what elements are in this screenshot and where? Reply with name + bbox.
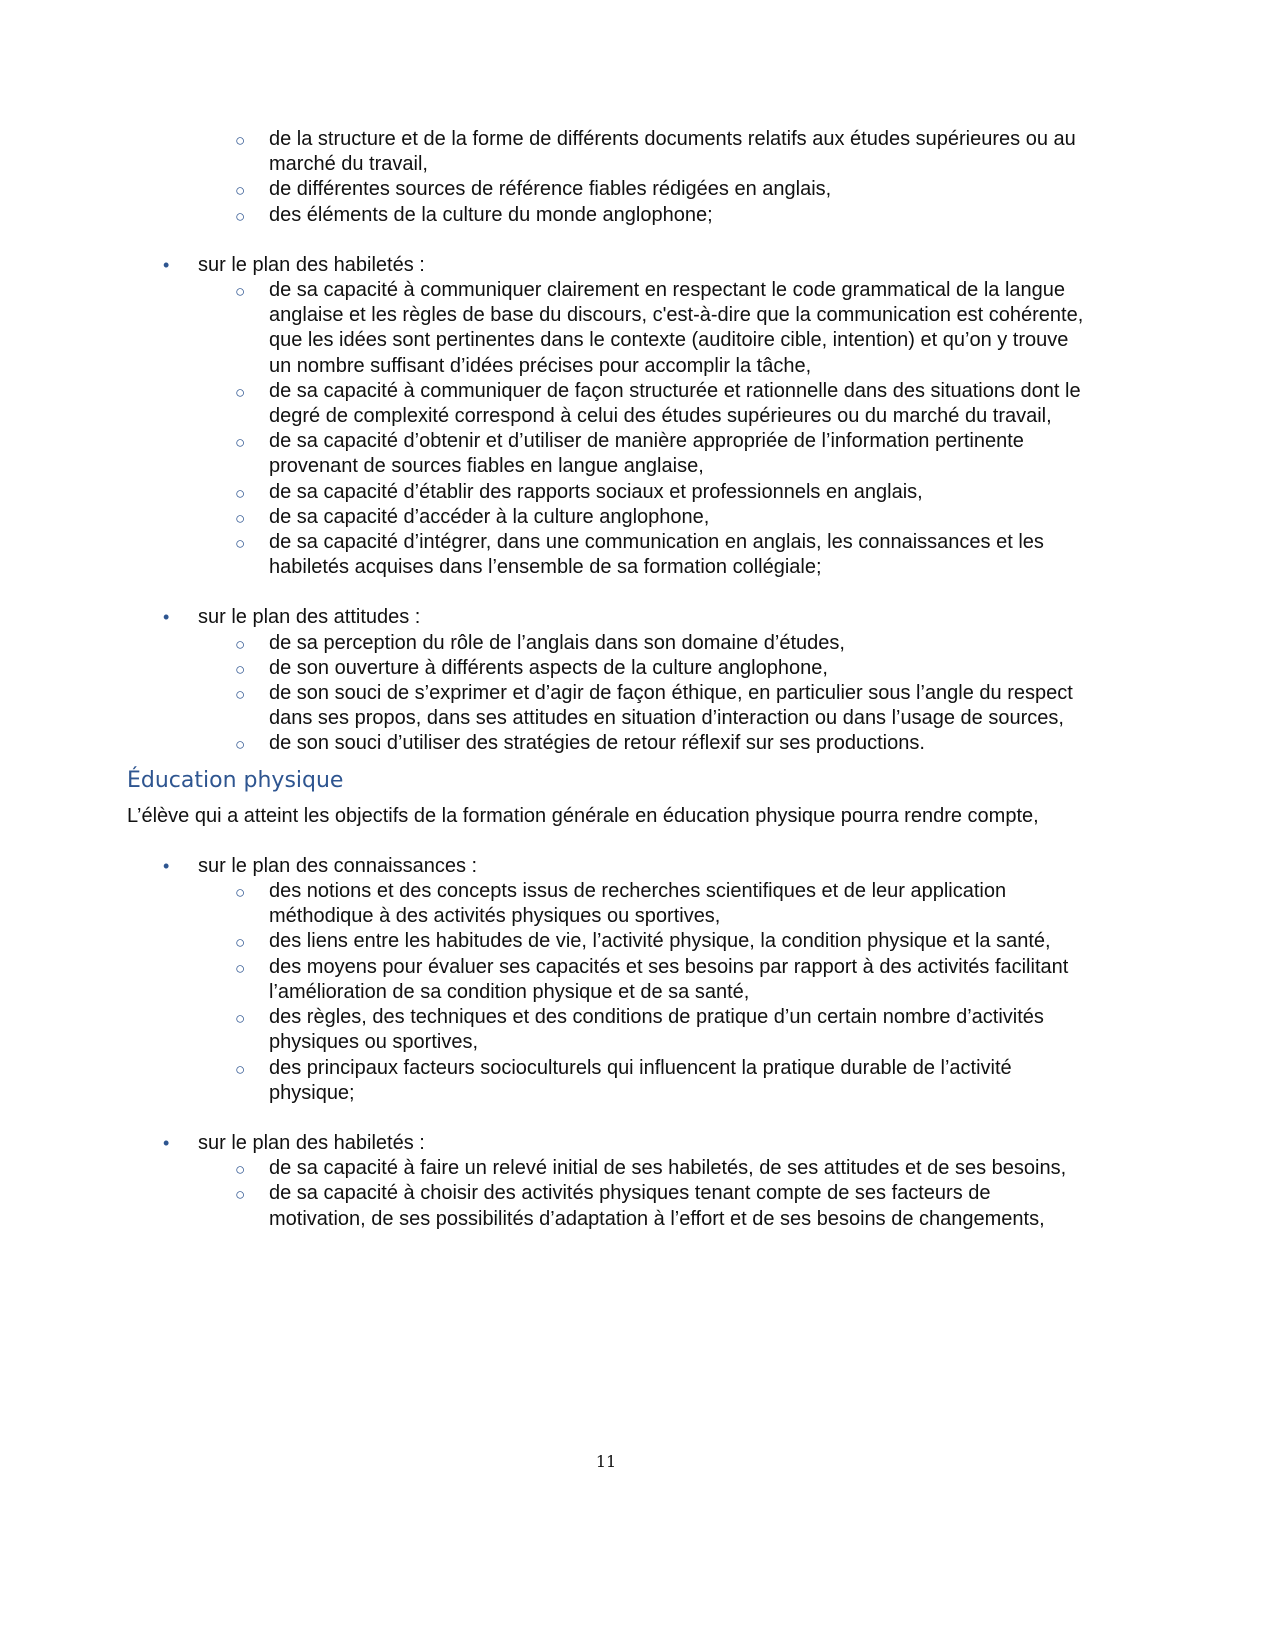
list-item-text: de son ouverture à différents aspects de la culture anglophone, [269,656,828,679]
list-item-text: de la structure et de la forme de différents documents relatifs aux études supérieures ou au marché du travail, [269,128,1076,176]
group-label: sur le plan des habiletés : [198,1131,425,1154]
sub-list [0,1156,1275,1232]
list-item-text: de sa capacité d’établir des rapports sociaux et professionnels en anglais, [269,480,923,503]
list-item-text: de sa capacité à communiquer de façon structurée et rationnelle dans des situations dont le degré de complexité correspond à celui des études supérieures ou du marché du travail, [269,379,1081,428]
list-item [0,955,1089,1005]
group-label: sur le plan des habiletés : [198,253,425,276]
group-label: sur le plan des attitudes : [198,606,421,629]
bullet-icon: • [163,1132,170,1153]
list-item-text: des liens entre les habitudes de vie, l’activité physique, la condition physique et la santé, [269,930,1051,953]
list-item-text: des éléments de la culture du monde anglophone; [269,203,713,226]
list-item [0,429,1089,479]
circle-bullet-icon: ○ [235,958,246,978]
section-intro: L’élève qui a atteint les objectifs de la formation générale en éducation physique pourra rendre compte, [127,804,1039,827]
circle-bullet-icon: ○ [235,883,246,903]
list-item-text: de sa capacité d’obtenir et d’utiliser de manière appropriée de l’information pertinente provenant de sources fiables en langue anglaise, [269,430,1024,478]
list-item [0,278,1089,379]
circle-bullet-icon: ○ [235,282,246,302]
circle-bullet-icon: ○ [235,634,246,654]
document-page [0,127,1275,1232]
bullet-icon: • [163,607,170,628]
list-item-text: de sa capacité à communiquer clairement en respectant le code grammatical de la langue anglaise et les règles de base du discours, c'est-à-dire que la communication est cohérente, que les idées sont pertinentes dans le contexte (auditoire cible, intention) et qu’on y trouve un nombre suffisant d’idées précises pour accomplir la tâche, [269,279,1084,377]
sub-list [0,631,1275,757]
circle-bullet-icon: ○ [235,181,246,201]
sub-list [0,879,1275,1106]
list-item [0,203,1089,228]
list-item [0,1005,1089,1055]
circle-bullet-icon: ○ [235,1185,246,1205]
list-item-text: des moyens pour évaluer ses capacités et ses besoins par rapport à des activités facilitant l’amélioration de sa condition physique et de sa santé, [269,955,1069,1003]
list-item-text: des notions et des concepts issus de recherches scientifiques et de leur application méthodique à des activités physiques ou sportives, [269,880,1007,928]
bullet-group [0,1131,1275,1156]
list-item-text: de différentes sources de référence fiables rédigées en anglais, [269,178,832,201]
list-item [0,681,1089,731]
list-item [0,879,1089,929]
list-item-text: de son souci d’utiliser des stratégies de retour réflexif sur ses productions. [269,732,925,755]
list-item [0,480,1089,505]
circle-bullet-icon: ○ [235,534,246,554]
list-item-text: de sa capacité d’accéder à la culture anglophone, [269,505,710,528]
page-number: 11 [595,1452,617,1471]
list-item [0,530,1089,580]
list-item-text: de sa capacité d’intégrer, dans une communication en anglais, les connaissances et les habiletés acquises dans l’ensemble de sa formation collégiale; [269,531,1044,579]
bullet-icon: • [163,254,170,275]
circle-bullet-icon: ○ [235,382,246,402]
list-item [0,505,1089,530]
circle-bullet-icon: ○ [235,1009,246,1029]
list-item [0,177,1089,202]
sub-list [0,127,1275,228]
list-item [0,656,1089,681]
list-item [0,1156,1089,1181]
list-item [0,929,1089,954]
list-item [0,631,1089,656]
circle-bullet-icon: ○ [235,1059,246,1079]
list-item-text: de sa capacité à choisir des activités physiques tenant compte de ses facteurs de motivation, de ses possibilités d’adaptation à l’effort et de ses besoins de changements, [269,1182,1045,1230]
list-item [0,1181,1089,1231]
group-label: sur le plan des connaissances : [198,854,478,877]
list-item-text: des principaux facteurs socioculturels qui influencent la pratique durable de l’activité physique; [269,1056,1012,1104]
bullet-group [0,854,1275,879]
sub-list [0,278,1275,580]
list-item-text: des règles, des techniques et des conditions de pratique d’un certain nombre d’activités physiques ou sportives, [269,1006,1044,1054]
circle-bullet-icon: ○ [235,433,246,453]
section-heading: Éducation physique [127,767,344,793]
circle-bullet-icon: ○ [235,508,246,528]
circle-bullet-icon: ○ [235,131,246,150]
circle-bullet-icon: ○ [235,206,246,226]
circle-bullet-icon: ○ [235,685,246,705]
list-item-text: de sa perception du rôle de l’anglais dans son domaine d’études, [269,631,845,654]
bullet-group [0,605,1275,630]
list-item-text: de sa capacité à faire un relevé initial de ses habiletés, de ses attitudes et de ses besoins, [269,1157,1067,1180]
list-item [0,379,1089,429]
circle-bullet-icon: ○ [235,659,246,679]
bullet-group [0,253,1275,278]
circle-bullet-icon: ○ [235,1160,246,1180]
circle-bullet-icon: ○ [235,933,246,953]
list-item [0,1056,1089,1106]
list-item [0,731,1089,756]
circle-bullet-icon: ○ [235,735,246,755]
bullet-icon: • [163,855,170,876]
list-item-text: de son souci de s’exprimer et d’agir de façon éthique, en particulier sous l’angle du respect dans ses propos, dans ses attitudes en situation d’interaction ou dans l’usage de sources, [269,682,1073,730]
list-item [0,127,1089,177]
circle-bullet-icon: ○ [235,483,246,503]
